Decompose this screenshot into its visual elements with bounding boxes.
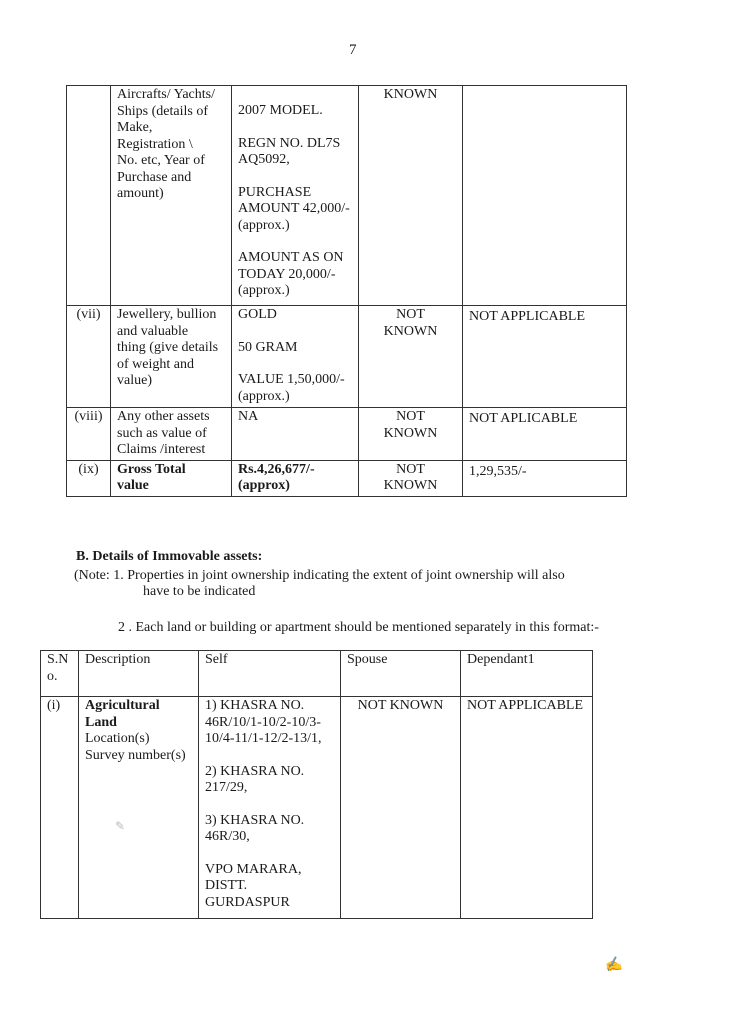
table-row (67, 86, 627, 306)
note-1: (Note: 1. Properties in joint ownership indicating the extent of joint ownership will also (74, 568, 565, 583)
row-dependant: NOT APLICABLE (463, 408, 627, 461)
row-self: NA (232, 408, 359, 461)
row-spouse: NOT KNOWN (359, 408, 463, 461)
header-dependant: Dependant1 (461, 651, 593, 697)
table-row (67, 460, 627, 496)
faint-handwriting-mark: ✎ (115, 819, 126, 833)
table-row (67, 408, 627, 461)
row-self: 2007 MODEL. REGN NO. DL7S AQ5092, PURCHASE AMOUNT 42,000/- (approx.) AMOUNT AS ON TODAY 20,000/- (approx.) (232, 86, 359, 306)
row-sn (67, 86, 111, 306)
note-1-continued: have to be indicated (143, 584, 256, 599)
table-row (67, 306, 627, 408)
row-description: Any other assets such as value of Claims /interest (111, 408, 232, 461)
row-description: Jewellery, bullion and valuable thing (give details of weight and value) (111, 306, 232, 408)
row-self: 1) KHASRA NO. 46R/10/1-10/2-10/3- 10/4-11/1-12/2-13/1, 2) KHASRA NO. 217/29, 3) KHASRA NO. 46R/30, VPO MARARA, DISTT. GURDASPUR (199, 697, 341, 919)
row-description: Aircrafts/ Yachts/ Ships (details of Make, Registration \ No. etc, Year of Purchase and amount) (111, 86, 232, 306)
row-sn: (vii) (67, 306, 111, 408)
immovable-assets-table (40, 650, 593, 919)
row-self: Rs.4,26,677/- (approx) (232, 460, 359, 496)
row-dependant: NOT APPLICABLE (463, 306, 627, 408)
row-spouse: NOT KNOWN (341, 697, 461, 919)
signature-mark: ✍ (603, 956, 624, 975)
movable-assets-table (66, 85, 627, 497)
header-self: Self (199, 651, 341, 697)
header-sn: S.N o. (41, 651, 79, 697)
table-row (41, 697, 593, 919)
row-sn: (viii) (67, 408, 111, 461)
row-description: Agricultural Land Location(s) Survey number(s) (79, 697, 199, 919)
row-self: GOLD 50 GRAM VALUE 1,50,000/- (approx.) (232, 306, 359, 408)
row-dependant: 1,29,535/- (463, 460, 627, 496)
header-description: Description (79, 651, 199, 697)
header-row (41, 651, 593, 697)
row-dependant (463, 86, 627, 306)
row-description: Gross Total value (111, 460, 232, 496)
section-title: B. Details of Immovable assets: (76, 549, 263, 564)
row-sn: (ix) (67, 460, 111, 496)
note-2: 2 . Each land or building or apartment should be mentioned separately in this format:- (118, 620, 599, 635)
header-spouse: Spouse (341, 651, 461, 697)
page-number: 7 (349, 42, 357, 58)
row-sn: (i) (41, 697, 79, 919)
row-spouse: NOT KNOWN (359, 306, 463, 408)
row-spouse: KNOWN (359, 86, 463, 306)
row-spouse: NOT KNOWN (359, 460, 463, 496)
row-dependant: NOT APPLICABLE (461, 697, 593, 919)
